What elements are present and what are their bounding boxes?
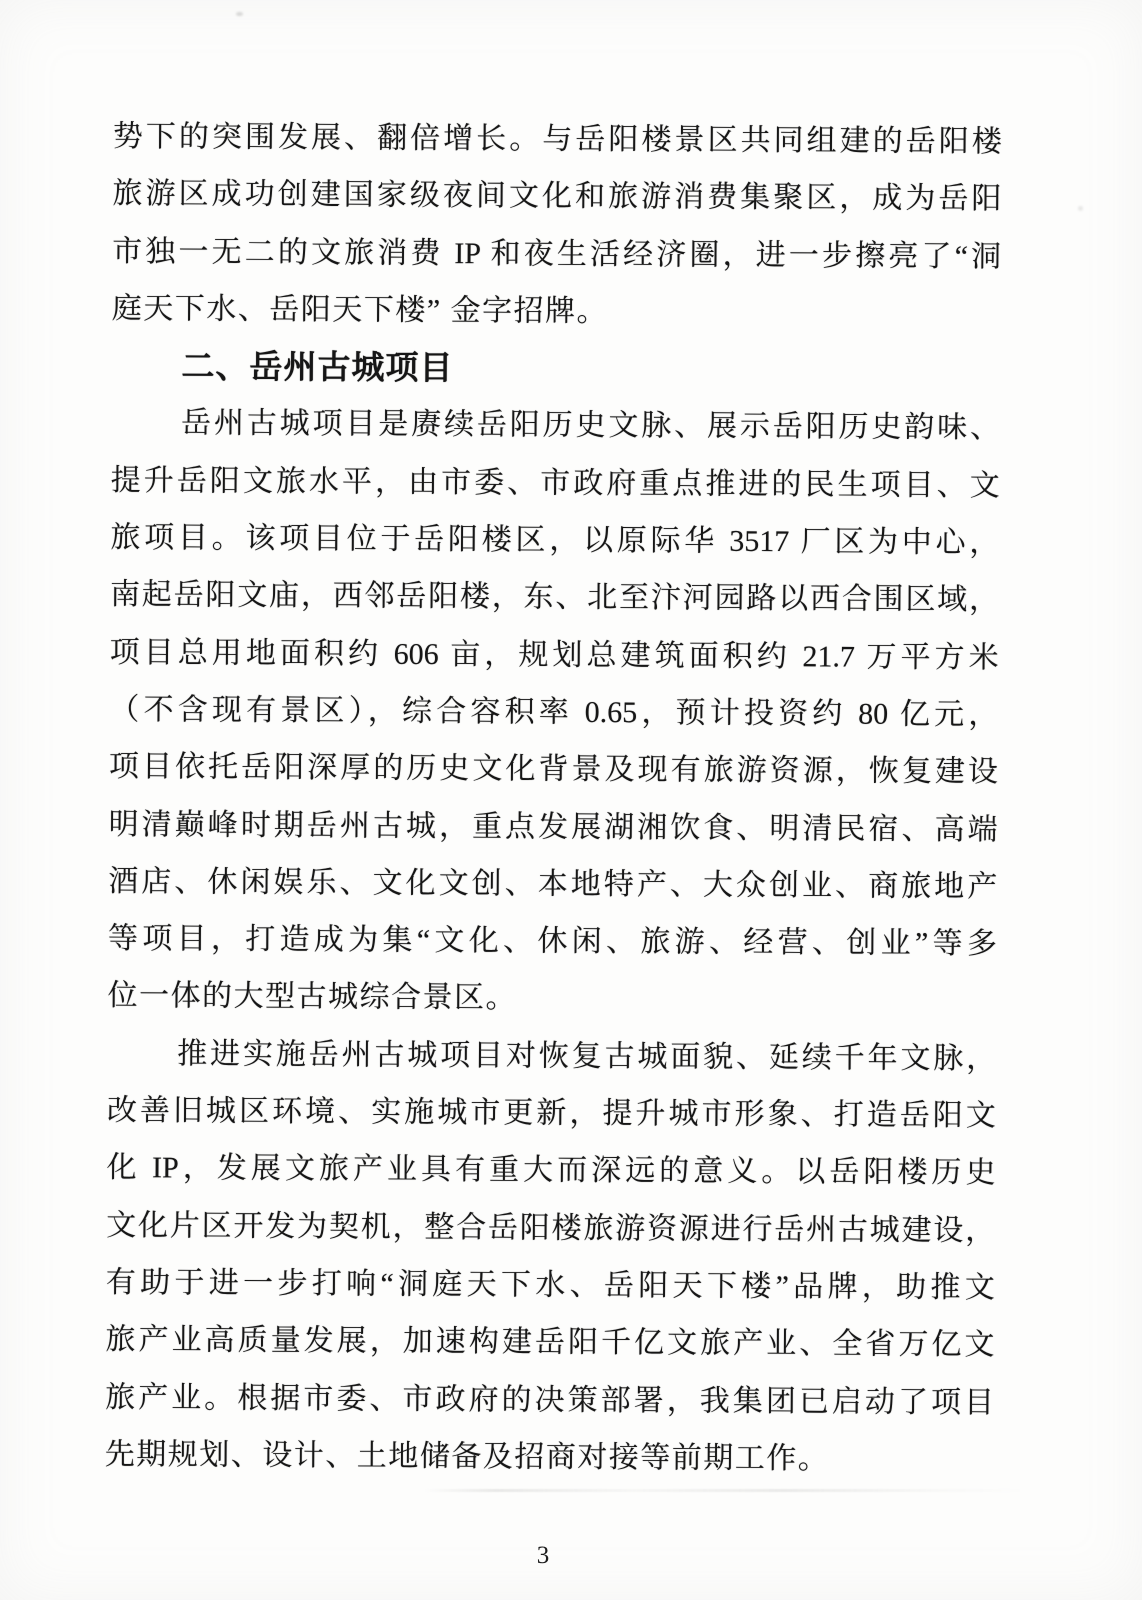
text-line: 旅产业。根据市委、市政府的决策部署，我集团已启动了项目 (105, 1380, 995, 1419)
page-number: 3 (536, 1542, 550, 1569)
text-line: 提升岳阳文旅水平，由市委、市政府重点推进的民生项目、文 (110, 463, 1000, 503)
text-line: 文化片区开发为契机，整合岳阳楼旅游资源进行岳州古城建设， (106, 1208, 996, 1248)
text-line: 位一体的大型古城综合景区。 (107, 979, 518, 1015)
text-line: 改善旧城区环境、实施城市更新，提升城市形象、打造岳阳文 (106, 1094, 996, 1133)
text-line: 旅项目。该项目位于岳阳楼区，以原际华 3517 厂区为中心， (110, 521, 1000, 560)
section-heading: 二、岳州古城项目 (181, 347, 454, 387)
document-text-block (105, 108, 1002, 1489)
text-line: 酒店、休闲娱乐、文化文创、本地特产、大众创业、商旅地产 (108, 864, 998, 904)
text-line: 旅游区成功创建国家级夜间文化和旅游消费集聚区，成为岳阳 (112, 177, 1002, 216)
text-line: 项目总用地面积约 606 亩，规划总建筑面积约 21.7 万平方米 (109, 635, 999, 675)
text-line: 势下的突围发展、翻倍增长。与岳阳楼景区共同组建的岳阳楼 (112, 119, 1002, 159)
text-line: 旅产业高质量发展，加速构建岳阳千亿文旅产业、全省万亿文 (105, 1323, 995, 1362)
scan-streak-artifact (424, 1489, 1024, 1492)
text-line: 项目依托岳阳深厚的历史文化背景及现有旅游资源，恢复建设 (108, 750, 999, 789)
text-line: 市独一无二的文旅消费 IP 和夜生活经济圈，进一步擦亮了“洞 (112, 234, 1002, 274)
scan-speck-artifact (1078, 206, 1083, 211)
text-line: 庭天下水、岳阳天下楼” 金字招牌。 (111, 291, 609, 328)
text-line: 南起岳阳文庙，西邻岳阳楼，东、北至汴河园路以西合围区域， (109, 578, 1000, 617)
text-line: （不含现有景区），综合容积率 0.65，预计投资约 80 亿元， (109, 692, 999, 732)
text-line: 化 IP，发展文旅产业具有重大而深远的意义。以岳阳楼历史 (106, 1151, 996, 1190)
scan-speck-artifact (236, 12, 243, 16)
text-line: 有助于进一步打响“洞庭天下水、岳阳天下楼”品牌，助推文 (105, 1265, 995, 1305)
text-line: 明清巅峰时期岳州古城，重点发展湖湘饮食、明清民宿、高端 (108, 807, 998, 846)
text-line: 推进实施岳州古城项目对恢复古城面貌、延续千年文脉， (177, 1037, 997, 1076)
text-line: 等项目，打造成为集“文化、休闲、旅游、经营、创业”等多 (107, 922, 998, 961)
text-line: 先期规划、设计、土地储备及招商对接等前期工作。 (104, 1437, 830, 1476)
text-line: 岳州古城项目是赓续岳阳历史文脉、展示岳阳历史韵味、 (180, 406, 1001, 445)
